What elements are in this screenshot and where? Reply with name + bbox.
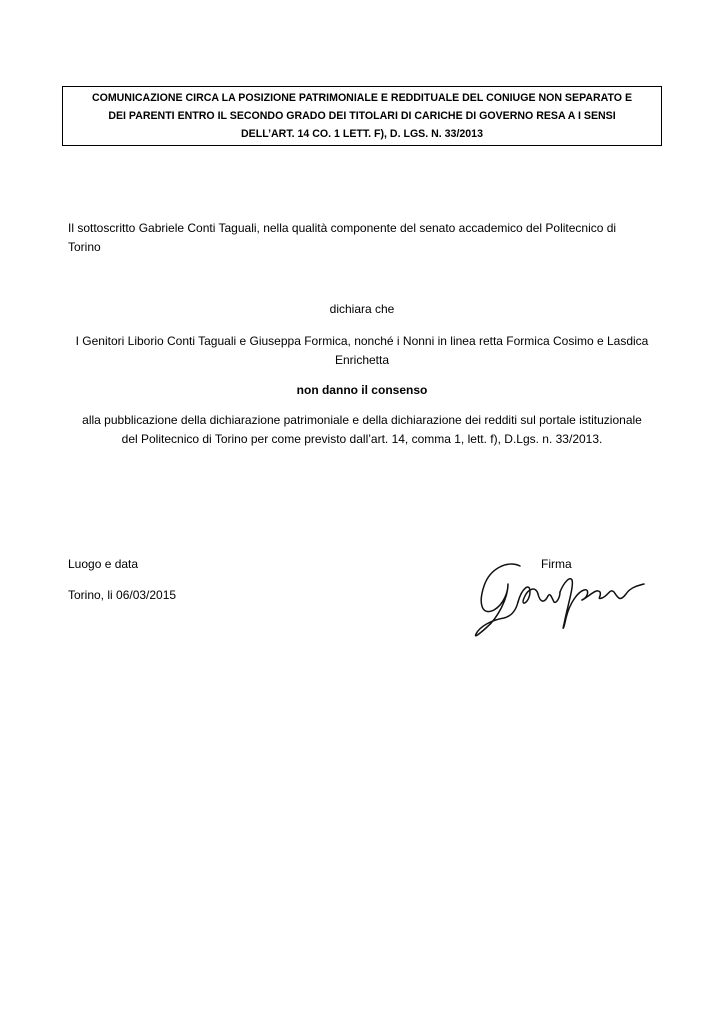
firma-label: Firma [541, 557, 572, 571]
title-line-2: DEI PARENTI ENTRO IL SECONDO GRADO DEI TITOLARI DI CARICHE DI GOVERNO RESA A I SENSI [108, 110, 616, 122]
title-line-3: DELL’ART. 14 CO. 1 LETT. F), D. LGS. N. 33/2013 [241, 128, 483, 140]
genitori-paragraph [62, 332, 662, 370]
luogo-data-label: Luogo e data [68, 557, 139, 571]
intro-paragraph: Il sottoscritto Gabriele Conti Taguali, nella qualità componente del senato accademico del Politecnico di Torino [68, 221, 617, 254]
title-box [62, 86, 662, 146]
genitori-line-1: I Genitori Liborio Conti Taguali e Giuseppa Formica, nonché i Nonni in linea retta Formica Cosimo e Lasdica [75, 334, 649, 348]
pubblicazione-line-1: alla pubblicazione della dichiarazione patrimoniale e della dichiarazione dei redditi sul portale istituzionale [82, 413, 642, 427]
pubblicazione-paragraph [62, 411, 662, 449]
pubblicazione-line-2: del Politecnico di Torino per come previsto dall’art. 14, comma 1, lett. f), D.Lgs. n. 33/2013. [121, 432, 603, 446]
title-line-1: COMUNICAZIONE CIRCA LA POSIZIONE PATRIMONIALE E REDDITUALE DEL CONIUGE NON SEPARATO E [91, 92, 633, 104]
genitori-line-2: Enrichetta [334, 353, 390, 367]
handwritten-signature [468, 558, 653, 642]
dichiara-statement: dichiara che [329, 302, 395, 316]
consenso-statement: non danno il consenso [296, 383, 428, 397]
place-date-value: Torino, li 06/03/2015 [68, 588, 177, 602]
